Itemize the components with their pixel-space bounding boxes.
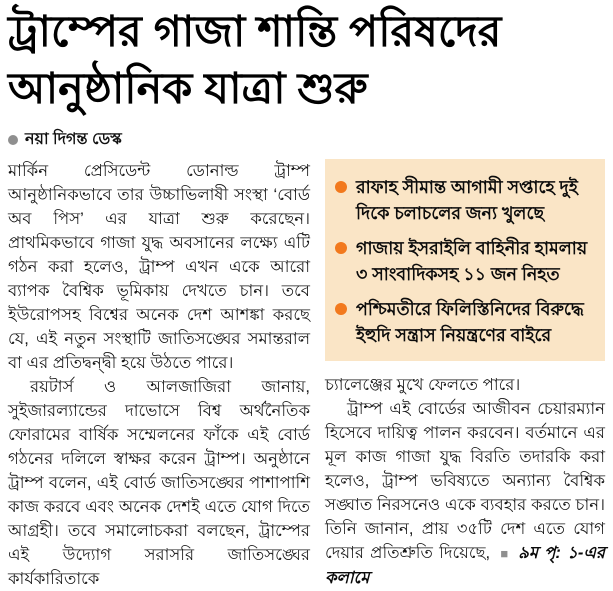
continuation-note: ৯ম পৃ: ১-এর কলামে — [325, 544, 606, 587]
paragraph-4-text: ট্রাম্প এই বোর্ডের আজীবন চেয়ারম্যান হিসেবে দায়িত্ব পালন করবেন। বর্তমানে এর মূল কাজ গাজা যুদ্ধ বিরতি তদারকি করা হলেও, ট্রাম্প ভবিষ্যতে অন্যান্য বৈশ্বিক সঙ্ঘাত নিরসনেও একে ব্যবহার করতে চান। তিনি জানান, প্রায় ৩৫টি দেশ এতে যোগ দেয়ার প্রতিশ্রুতি দিয়েছে, — [325, 400, 605, 562]
bullet-icon — [335, 181, 347, 193]
byline-text: নয়া দিগন্ত ডেস্ক — [25, 131, 122, 148]
headline-line-2: আনুষ্ঠানিক যাত্রা শুরু — [8, 65, 368, 113]
byline-bullet-icon — [8, 135, 18, 145]
bullet-icon — [335, 242, 347, 254]
highlight-item — [335, 296, 593, 348]
highlight-item-text: গাজায় ইসরাইলি বাহিনীর হামলায় ৩ সাংবাদিকসহ ১১ জন নিহত — [356, 238, 588, 284]
highlight-item — [335, 235, 593, 287]
byline — [8, 126, 605, 153]
paragraph-2: রয়টার্স ও আলজাজিরা জানায়, সুইজারল্যান্ডের দাভোসে বিশ্ব অর্থনৈতিক ফোরামের বার্ষিক সম্মেলনের ফাঁকে এই বোর্ড গঠনের দলিলে স্বাক্ষর করেন ট্রাম্প। অনুষ্ঠানে ট্রাম্প বলেন, এই বোর্ড জাতিসঙ্ঘের পাশাপাশি কাজ করবে এবং অনেক দেশই এতে যোগ দিতে আগ্রহী। তবে সমালোচকরা বলছেন, ট্রাম্পের এই উদ্যোগ সরাসরি জাতিসঙ্ঘের কার্যকারিতাকে — [8, 378, 310, 588]
right-column — [325, 159, 605, 590]
article-body — [8, 159, 605, 591]
headline — [8, 4, 605, 118]
headline-line-1: ট্রাম্পের গাজা শান্তি পরিষদের — [8, 8, 502, 56]
paragraph-3: চ্যালেঞ্জের মুখে ফেলতে পারে। — [325, 376, 521, 394]
highlight-box — [325, 159, 605, 361]
paragraph-1: মার্কিন প্রেসিডেন্ট ডোনাল্ড ট্রাম্প আনুষ্ঠানিকভাবে তার উচ্চাভিলাষী সংস্থা ‘বোর্ড অব পিস’ এর যাত্রা শুরু করেছেন। প্রাথমিকভাবে গাজা যুদ্ধ অবসানের লক্ষ্যে এটি গঠন করা হলেও, ট্রাম্প এখন একে আরো ব্যাপক বৈশ্বিক ভূমিকায় দেখতে চান। তবে ইউরোপসহ বিশ্বের অনেক দেশ আশঙ্কা করছে যে, এই নতুন সংস্থাটি জাতিসঙ্ঘের সমান্তরাল বা এর প্রতিদ্বন্দ্বী হয়ে উঠতে পারে। — [8, 162, 310, 372]
highlight-item-text: পশ্চিমতীরে ফিলিস্তিনিদের বিরুদ্ধে ইহুদি সন্ত্রাস নিয়ন্ত্রণের বাইরে — [356, 299, 584, 345]
highlight-item-text: রাফাহ সীমান্ত আগামী সপ্তাহে দুই দিকে চলাচলের জন্য খুলছে — [356, 177, 578, 223]
paragraph-4 — [325, 397, 605, 590]
bullet-icon — [335, 303, 347, 315]
left-column — [8, 159, 310, 591]
square-marker-icon: ■ — [500, 546, 510, 561]
highlight-item — [335, 174, 593, 226]
